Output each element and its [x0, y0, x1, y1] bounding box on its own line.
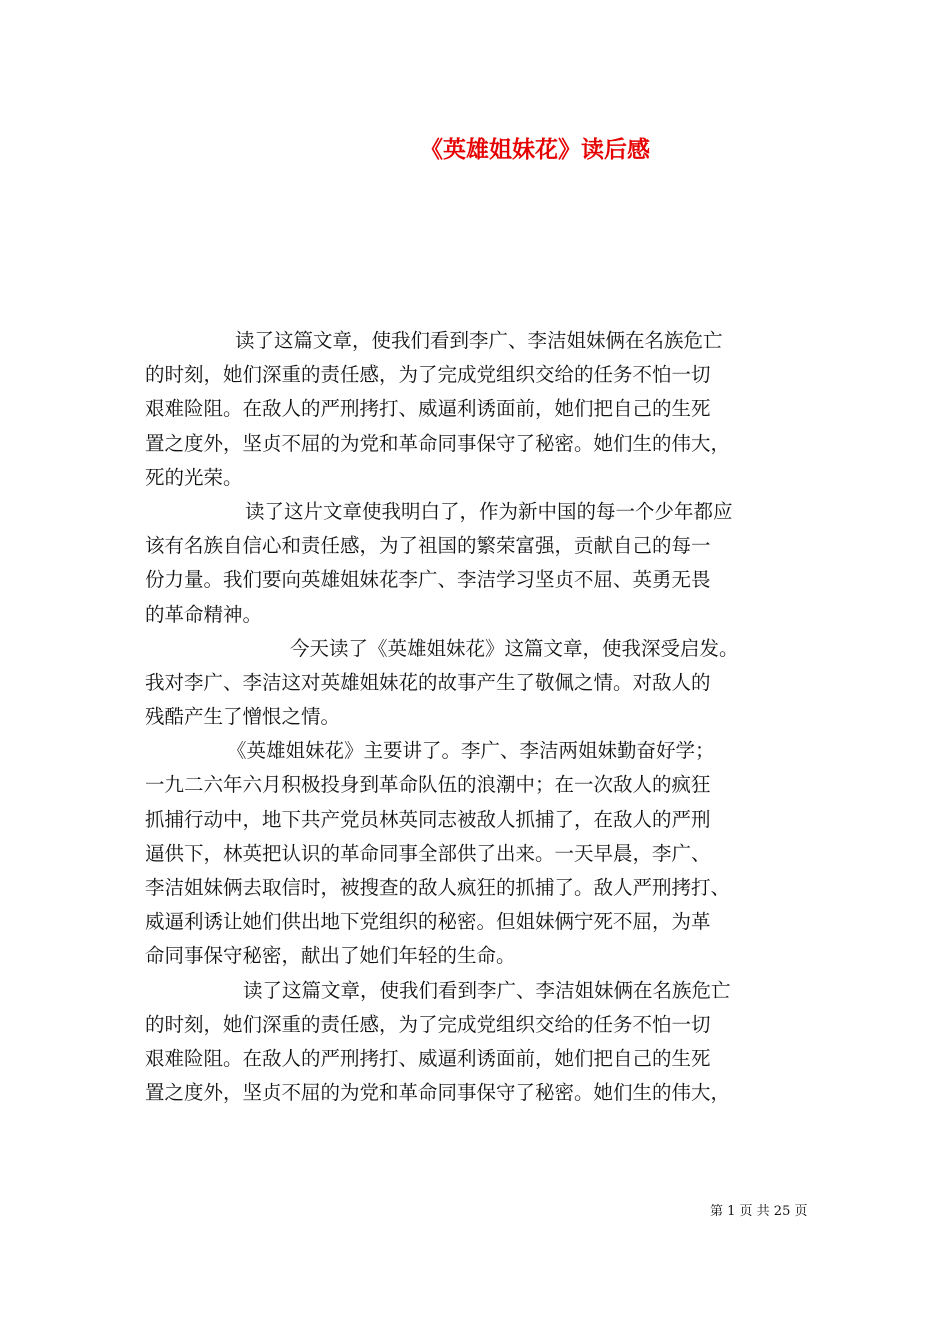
page-title: 《英雄姐妹花》读后感	[420, 136, 650, 163]
text-line: 份力量。我们要向英雄姐妹花李广、李洁学习坚贞不屈、英勇无畏	[145, 568, 711, 592]
text-line: 的革命精神。	[145, 602, 263, 626]
paragraph-4	[145, 734, 817, 973]
text-line: 置之度外，坚贞不屈的为党和革命同事保守了秘密。她们生的伟大，	[145, 431, 731, 455]
text-line: 我对李广、李洁这对英雄姐妹花的故事产生了敬佩之情。对敌人的	[145, 670, 711, 694]
paragraph-5	[145, 974, 817, 1111]
text-line: 逼供下，林英把认识的革命同事全部供了出来。一天早晨，李广、	[145, 841, 711, 865]
page-number-footer: 第 1 页 共 25 页	[710, 1204, 808, 1219]
text-line: 艰难险阻。在敌人的严刑拷打、威逼利诱面前，她们把自己的生死	[145, 397, 711, 421]
text-line: 置之度外，坚贞不屈的为党和革命同事保守了秘密。她们生的伟大，	[145, 1081, 731, 1105]
text-line: 今天读了《英雄姐妹花》这篇文章，使我深受启发。	[290, 636, 739, 660]
text-line: 艰难险阻。在敌人的严刑拷打、威逼利诱面前，她们把自己的生死	[145, 1046, 711, 1070]
text-line: 抓捕行动中，地下共产党员林英同志被敌人抓捕了，在敌人的严刑	[145, 807, 711, 831]
text-line: 的时刻，她们深重的责任感，为了完成党组织交给的任务不怕一切	[145, 1012, 711, 1036]
text-line: 李洁姐妹俩去取信时，被搜查的敌人疯狂的抓捕了。敌人严刑拷打、	[145, 876, 731, 899]
text-line: 读了这片文章使我明白了，作为新中国的每一个少年都应	[245, 499, 733, 523]
text-line: 威逼利诱让她们供出地下党组织的秘密。但姐妹俩宁死不屈，为革	[145, 910, 711, 934]
text-line: 死的光荣。	[145, 465, 243, 489]
text-line: 一九二六年六月积极投身到革命队伍的浪潮中；在一次敌人的疯狂	[145, 773, 711, 797]
paragraph-3	[145, 632, 817, 735]
text-line: 命同事保守秘密，献出了她们年轻的生命。	[145, 944, 516, 968]
text-line: 残酷产生了憎恨之情。	[145, 705, 341, 729]
paragraph-1	[145, 324, 817, 495]
text-line: 《英雄姐妹花》主要讲了。李广、李洁两姐妹勤奋好学；	[227, 739, 715, 763]
paragraph-2	[145, 495, 817, 632]
document-body	[145, 324, 817, 1110]
text-line: 该有名族自信心和责任感，为了祖国的繁荣富强，贡献自己的每一	[145, 534, 711, 558]
text-line: 读了这篇文章，使我们看到李广、李洁姐妹俩在名族危亡	[235, 329, 723, 352]
text-line: 读了这篇文章，使我们看到李广、李洁姐妹俩在名族危亡	[243, 978, 731, 1002]
text-line: 的时刻，她们深重的责任感，为了完成党组织交给的任务不怕一切	[145, 363, 711, 387]
